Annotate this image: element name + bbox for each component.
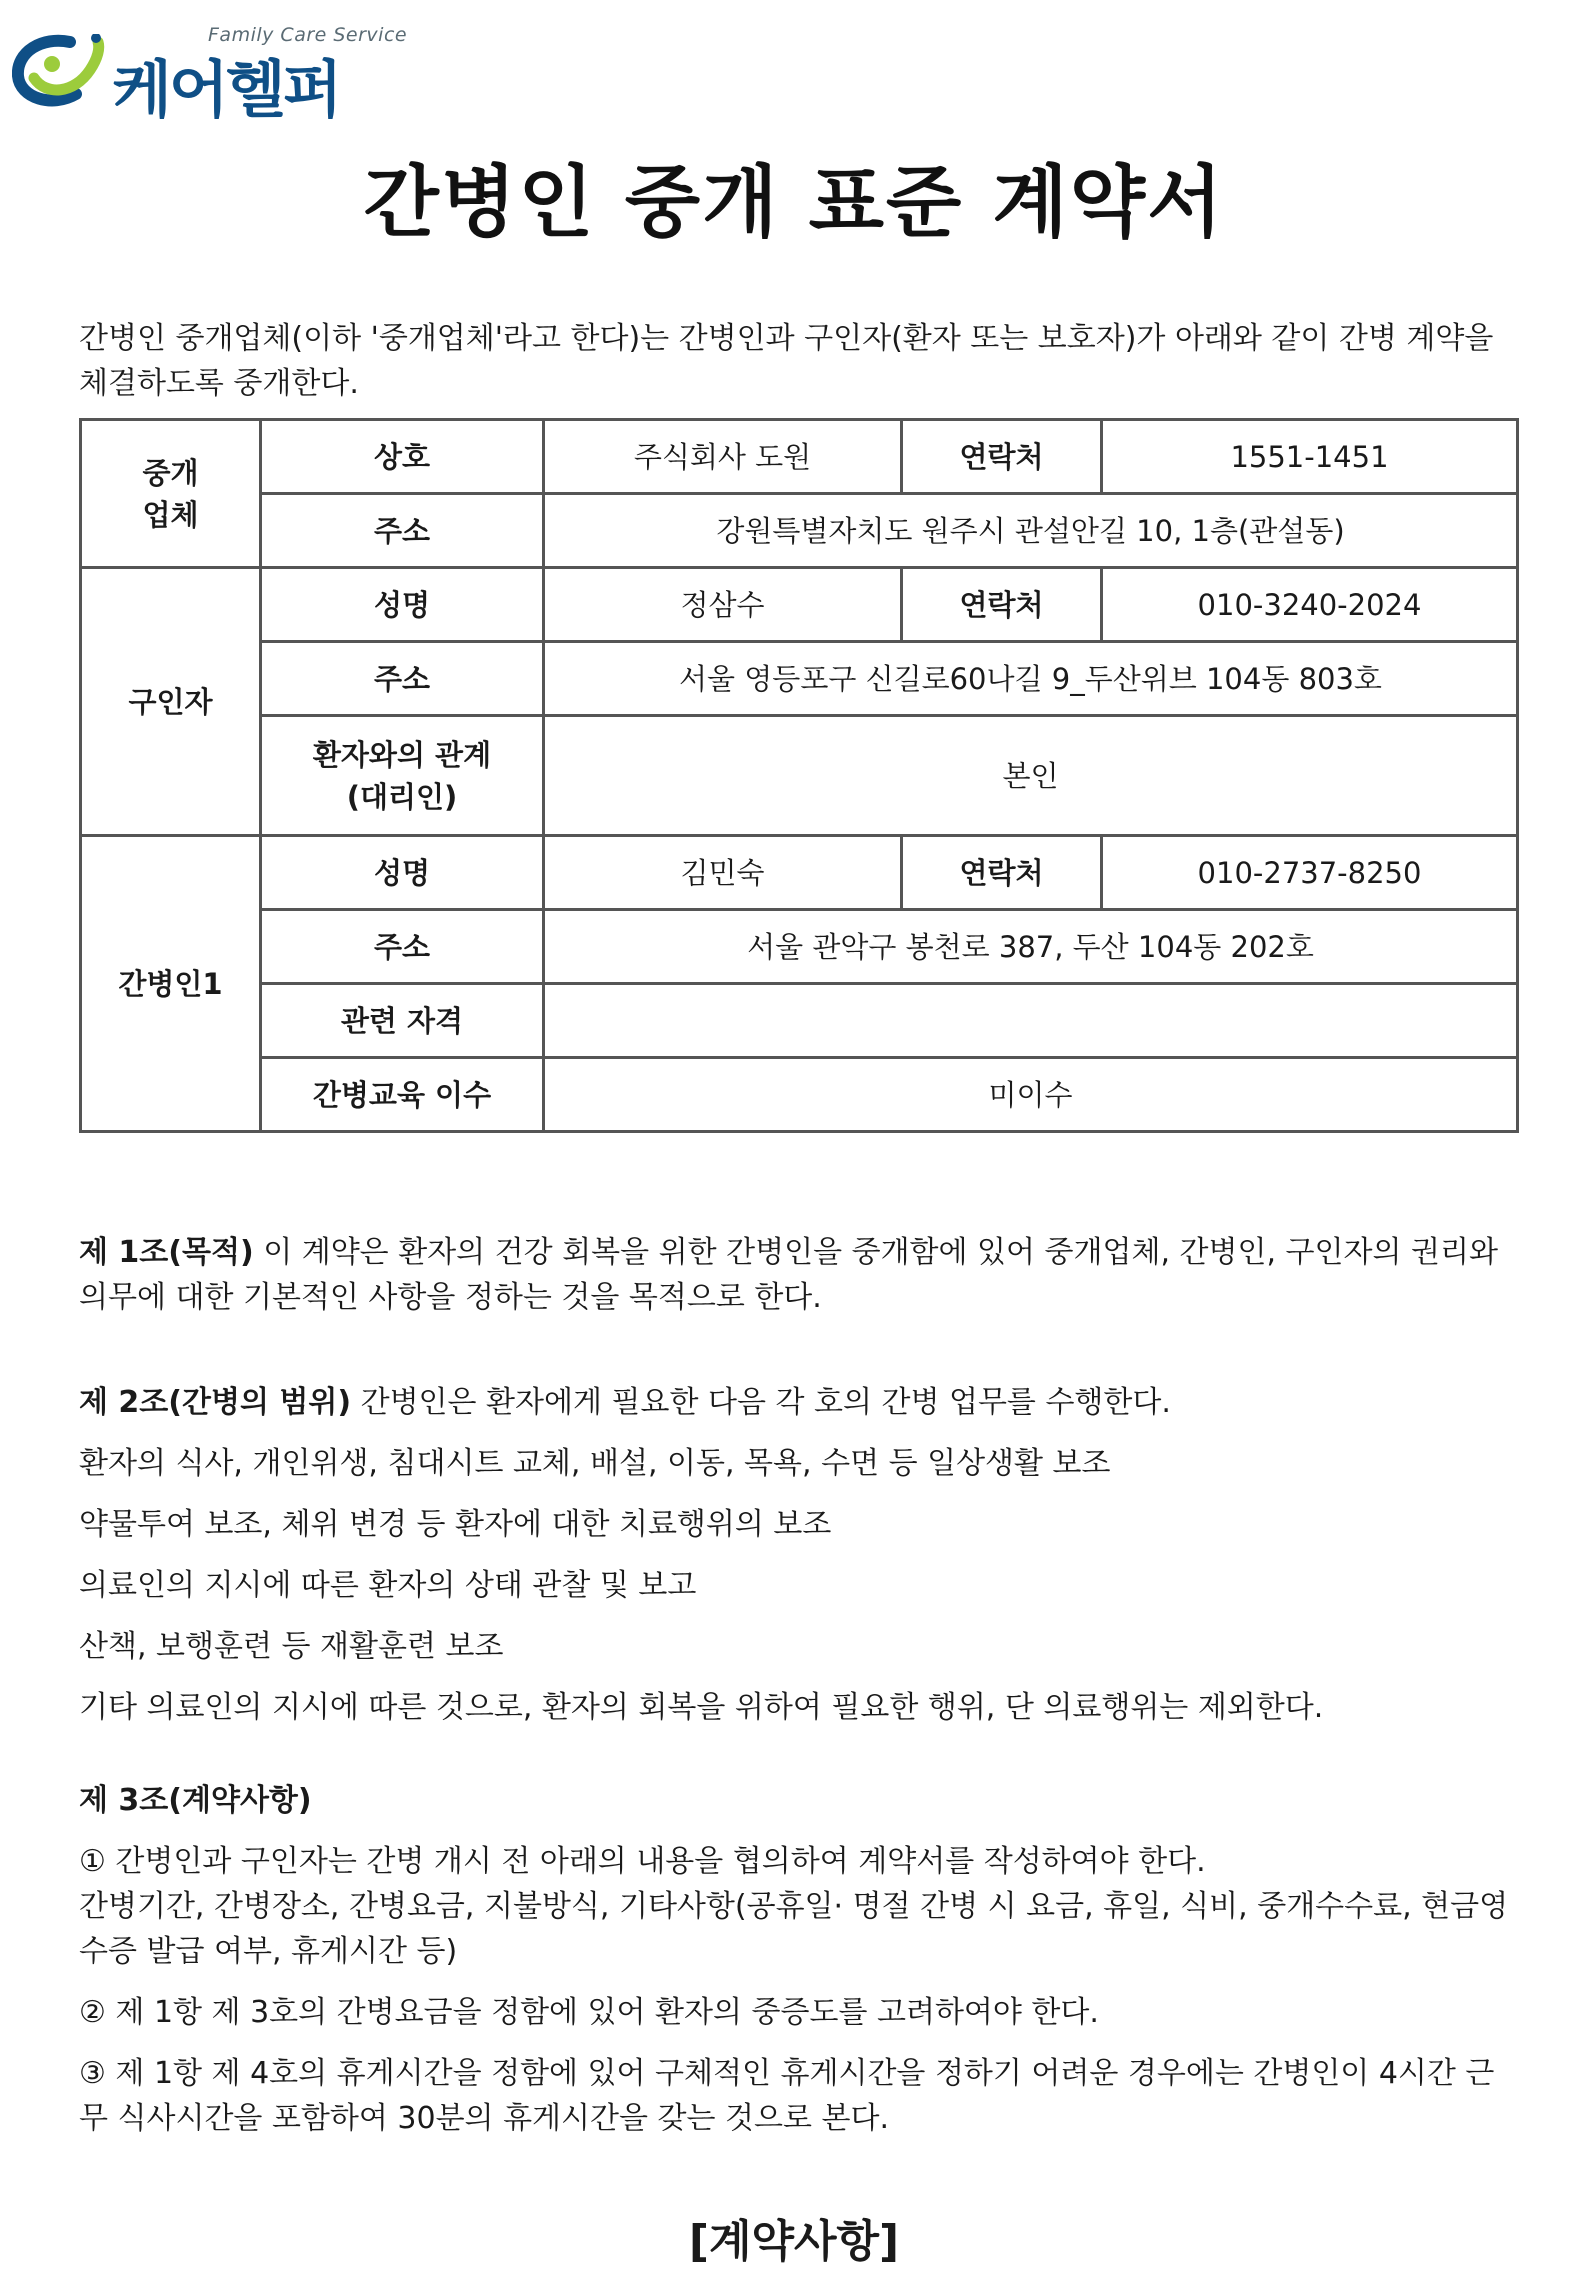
caregiver-education-label: 간병교육 이수 bbox=[261, 1058, 544, 1132]
intro-paragraph: 간병인 중개업체(이하 '중개업체'라고 한다)는 간병인과 구인자(환자 또는 보호자)가 아래와 같이 간병 계약을 체결하도록 중개한다. bbox=[79, 321, 1494, 401]
client-relation-label: 환자와의 관계 (대리인) bbox=[261, 716, 544, 836]
company-logo bbox=[12, 22, 412, 126]
client-name-value: 정삼수 bbox=[544, 568, 902, 642]
table-row bbox=[81, 494, 1518, 568]
caregiver-qualification-value bbox=[544, 984, 1518, 1058]
caregiver-name-value: 김민숙 bbox=[544, 836, 902, 910]
caregiver-contact-value: 010-2737-8250 bbox=[1102, 836, 1518, 910]
client-address-value: 서울 영등포구 신길로60나길 9_두산위브 104동 803호 bbox=[544, 642, 1518, 716]
client-name-label: 성명 bbox=[261, 568, 544, 642]
client-address-label: 주소 bbox=[261, 642, 544, 716]
caregiver-group-label: 간병인1 bbox=[81, 836, 261, 1132]
document-title: 간병인 중개 표준 계약서 bbox=[363, 158, 1225, 248]
article-3 bbox=[79, 1778, 1519, 2141]
client-relation-value: 본인 bbox=[544, 716, 1518, 836]
article-3-heading: 제 3조(계약사항) bbox=[79, 1783, 312, 1818]
section-title: [계약사항] bbox=[688, 2216, 900, 2267]
caregiver-name-label: 성명 bbox=[261, 836, 544, 910]
table-row bbox=[81, 910, 1518, 984]
article-2-heading: 제 2조(간병의 범위) bbox=[79, 1385, 352, 1420]
table-row bbox=[81, 642, 1518, 716]
logo-mark-icon bbox=[12, 34, 107, 112]
article-3-clause-2: ② 제 1항 제 3호의 간병요금을 정함에 있어 환자의 중증도를 고려하여야 한다. bbox=[79, 1995, 1099, 2030]
article-1 bbox=[79, 1230, 1519, 1320]
list-item: 의료인의 지시에 따른 환자의 상태 관찰 및 보고 bbox=[79, 1568, 697, 1603]
broker-contact-label: 연락처 bbox=[902, 420, 1102, 494]
table-row bbox=[81, 420, 1518, 494]
article-2 bbox=[79, 1380, 1519, 1730]
table-row bbox=[81, 836, 1518, 910]
parties-table bbox=[79, 418, 1519, 1133]
article-2-text: 간병인은 환자에게 필요한 다음 각 호의 간병 업무를 수행한다. bbox=[351, 1385, 1171, 1420]
broker-address-value: 강원특별자치도 원주시 관설안길 10, 1층(관설동) bbox=[544, 494, 1518, 568]
table-row bbox=[81, 984, 1518, 1058]
table-row bbox=[81, 716, 1518, 836]
list-item: 기타 의료인의 지시에 따른 것으로, 환자의 회복을 위하여 필요한 행위, 단 의료행위는 제외한다. bbox=[79, 1690, 1324, 1725]
article-3-clause-1: ① 간병인과 구인자는 간병 개시 전 아래의 내용을 협의하여 계약서를 작성하여야 한다. bbox=[79, 1844, 1206, 1879]
article-3-clause-3: ③ 제 1항 제 4호의 휴게시간을 정함에 있어 구체적인 휴게시간을 정하기 어려운 경우에는 간병인이 4시간 근무 식사시간을 포함하여 30분의 휴게시간을 갖는 것으로 본다. bbox=[79, 2056, 1495, 2136]
client-group-label: 구인자 bbox=[81, 568, 261, 836]
caregiver-qualification-label: 관련 자격 bbox=[261, 984, 544, 1058]
caregiver-contact-label: 연락처 bbox=[902, 836, 1102, 910]
list-item: 환자의 식사, 개인위생, 침대시트 교체, 배설, 이동, 목욕, 수면 등 일상생활 보조 bbox=[79, 1446, 1111, 1481]
list-item: 약물투여 보조, 체위 변경 등 환자에 대한 치료행위의 보조 bbox=[79, 1507, 832, 1542]
article-1-heading: 제 1조(목적) bbox=[79, 1235, 254, 1270]
table-row bbox=[81, 568, 1518, 642]
broker-address-label: 주소 bbox=[261, 494, 544, 568]
table-row bbox=[81, 1058, 1518, 1132]
caregiver-address-label: 주소 bbox=[261, 910, 544, 984]
caregiver-education-value: 미이수 bbox=[544, 1058, 1518, 1132]
client-contact-label: 연락처 bbox=[902, 568, 1102, 642]
list-item: 산책, 보행훈련 등 재활훈련 보조 bbox=[79, 1629, 504, 1664]
broker-name-value: 주식회사 도원 bbox=[544, 420, 902, 494]
logo-name: 케어헬퍼 bbox=[112, 53, 340, 126]
article-1-text: 이 계약은 환자의 건강 회복을 위한 간병인을 중개함에 있어 중개업체, 간병인, 구인자의 권리와 의무에 대한 기본적인 사항을 정하는 것을 목적으로 한다. bbox=[79, 1235, 1498, 1315]
caregiver-address-value: 서울 관악구 봉천로 387, 두산 104동 202호 bbox=[544, 910, 1518, 984]
logo-subtitle: Family Care Service bbox=[208, 24, 408, 46]
client-contact-value: 010-3240-2024 bbox=[1102, 568, 1518, 642]
broker-name-label: 상호 bbox=[261, 420, 544, 494]
broker-group-label: 중개 업체 bbox=[81, 420, 261, 568]
article-3-clause-1-detail: 간병기간, 간병장소, 간병요금, 지불방식, 기타사항(공휴일· 명절 간병 시 요금, 휴일, 식비, 중개수수료, 현금영수증 발급 여부, 휴게시간 등) bbox=[79, 1889, 1509, 1969]
broker-contact-value: 1551-1451 bbox=[1102, 420, 1518, 494]
